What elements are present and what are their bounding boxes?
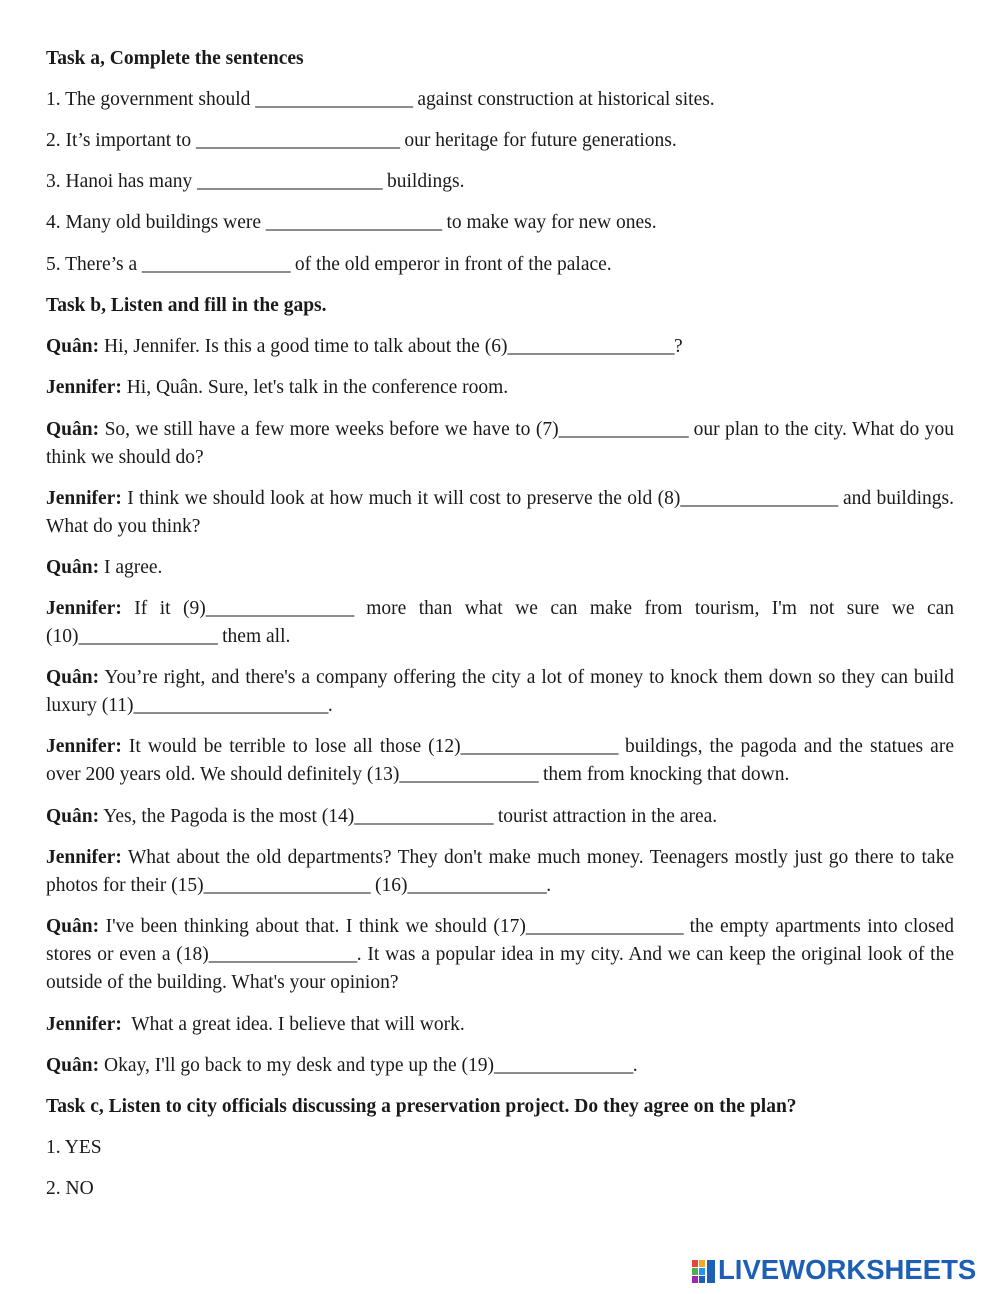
speaker-name: Jennifer:: [46, 488, 122, 509]
task-a-item-3: [46, 168, 954, 196]
answer-blank-15[interactable]: __________________: [203, 875, 371, 896]
speaker-name: Quân:: [46, 557, 100, 578]
dialogue-text: Yes, the Pagoda is the most (14): [99, 806, 355, 827]
task-a-item-1: [46, 86, 954, 114]
item-text: 2. It’s important to: [46, 130, 197, 151]
dialogue-line-4: [46, 485, 954, 541]
speaker-name: Quân:: [46, 806, 100, 827]
answer-blank-3[interactable]: ____________________: [197, 171, 383, 192]
dialogue-line-1: [46, 333, 954, 361]
task-a-title: Task a, Complete the sentences: [46, 48, 304, 69]
dialogue-text: tourist attraction in the area.: [492, 806, 718, 827]
answer-blank-18[interactable]: ________________: [208, 944, 357, 965]
dialogue-text: them from knocking that down.: [538, 764, 790, 785]
item-text: buildings.: [382, 171, 465, 192]
dialogue-text: What a great idea. I believe that will work.: [121, 1014, 465, 1035]
answer-blank-11[interactable]: _____________________: [133, 695, 328, 716]
item-text: our heritage for future generations.: [399, 130, 677, 151]
answer-blank-13[interactable]: _______________: [399, 764, 539, 785]
dialogue-text: them all.: [217, 626, 291, 647]
answer-blank-2[interactable]: ______________________: [196, 130, 400, 151]
speaker-name: Quân:: [46, 336, 100, 357]
task-a-item-5: [46, 251, 954, 279]
answer-blank-12[interactable]: _________________: [460, 736, 618, 757]
dialogue-text: the empty apartments into closed stores or even a (18): [46, 916, 954, 965]
item-text: 3. Hanoi has many: [46, 171, 198, 192]
dialogue-text: .: [327, 695, 333, 716]
dialogue-text: If it (9): [121, 598, 206, 619]
task-b-title: Task b, Listen and fill in the gaps.: [46, 295, 327, 316]
dialogue-line-3: [46, 416, 954, 472]
answer-blank-10[interactable]: _______________: [78, 626, 218, 647]
dialogue-text: buildings, the pagoda and the statues are over 200 years old. We should definitely (13): [46, 736, 954, 785]
dialogue-text: (16): [370, 875, 408, 896]
item-text: 1. The government should: [46, 89, 256, 110]
answer-blank-9[interactable]: ________________: [205, 598, 354, 619]
speaker-name: Quân:: [46, 667, 100, 688]
option-no[interactable]: 2. NO: [46, 1178, 94, 1199]
dialogue-text: Hi, Quân. Sure, let's talk in the conference room.: [121, 377, 509, 398]
dialogue-line-12: [46, 1011, 954, 1039]
answer-blank-7[interactable]: ______________: [558, 419, 689, 440]
dialogue-text: and buildings. What do you think?: [46, 488, 954, 537]
speaker-name: Quân:: [46, 419, 100, 440]
dialogue-line-11: [46, 913, 954, 997]
speaker-name: Jennifer:: [46, 1014, 122, 1035]
liveworksheets-mark-icon: [692, 1256, 716, 1284]
dialogue-text: So, we still have a few more weeks before we have to (7): [99, 419, 559, 440]
logo-text: LIVEWORKSHEETS: [718, 1254, 977, 1285]
answer-blank-8[interactable]: _________________: [680, 488, 838, 509]
item-text: 4. Many old buildings were: [46, 212, 266, 233]
answer-blank-19[interactable]: _______________: [493, 1055, 633, 1076]
dialogue-line-5: [46, 554, 954, 582]
dialogue-line-2: [46, 374, 954, 402]
dialogue-text: .: [546, 875, 552, 896]
task-a-item-4: [46, 209, 954, 237]
speaker-name: Jennifer:: [46, 736, 122, 757]
liveworksheets-logo: [692, 1253, 992, 1287]
option-yes[interactable]: 1. YES: [46, 1137, 102, 1158]
task-c-title: Task c, Listen to city officials discussing a preservation project. Do they agree on the plan?: [46, 1096, 797, 1117]
item-text: against construction at historical sites.: [412, 89, 715, 110]
speaker-name: Quân:: [46, 916, 100, 937]
dialogue-text: more than what we can make from tourism, I'm not sure we can (10): [46, 598, 955, 647]
dialogue-text: I've been thinking about that. I think we should (17): [99, 916, 526, 937]
answer-blank-14[interactable]: _______________: [354, 806, 493, 827]
item-text: 5. There’s a: [46, 254, 143, 275]
dialogue-line-6: [46, 595, 954, 651]
dialogue-text: .: [632, 1055, 638, 1076]
dialogue-line-7: [46, 664, 954, 720]
dialogue-text: It would be terrible to lose all those (12): [121, 736, 461, 757]
answer-blank-1[interactable]: _________________: [255, 89, 413, 110]
answer-blank-16[interactable]: _______________: [407, 875, 547, 896]
speaker-name: Jennifer:: [46, 377, 122, 398]
item-text: of the old emperor in front of the palace.: [290, 254, 612, 275]
dialogue-line-9: [46, 803, 954, 831]
speaker-name: Quân:: [46, 1055, 100, 1076]
dialogue-text: I think we should look at how much it will cost to preserve the old (8): [121, 488, 681, 509]
item-text: to make way for new ones.: [441, 212, 657, 233]
dialogue-text: You’re right, and there's a company offering the city a lot of money to knock them down so they can build luxury (11): [46, 667, 954, 716]
task-a-item-2: [46, 127, 954, 155]
dialogue-text: I agree.: [99, 557, 163, 578]
speaker-name: Jennifer:: [46, 598, 122, 619]
answer-blank-17[interactable]: _________________: [525, 916, 684, 937]
dialogue-text: our plan to the city. What do you think we should do?: [46, 419, 954, 468]
answer-blank-4[interactable]: ___________________: [265, 212, 442, 233]
dialogue-line-10: [46, 844, 954, 900]
answer-blank-6[interactable]: __________________: [507, 336, 674, 357]
dialogue-text: Hi, Jennifer. Is this a good time to talk about the (6): [99, 336, 508, 357]
dialogue-line-8: [46, 733, 954, 789]
dialogue-text: Okay, I'll go back to my desk and type up the (19): [99, 1055, 494, 1076]
dialogue-line-13: [46, 1052, 954, 1080]
answer-blank-5[interactable]: ________________: [142, 254, 291, 275]
dialogue-text: What about the old departments? They don't make much money. Teenagers mostly just go there to take photos for their (15): [46, 847, 954, 896]
dialogue-text: . It was a popular idea in my city. And we can keep the original look of the outside of the building. What's your opinion?: [46, 944, 954, 993]
dialogue-text: ?: [673, 336, 683, 357]
speaker-name: Jennifer:: [46, 847, 122, 868]
